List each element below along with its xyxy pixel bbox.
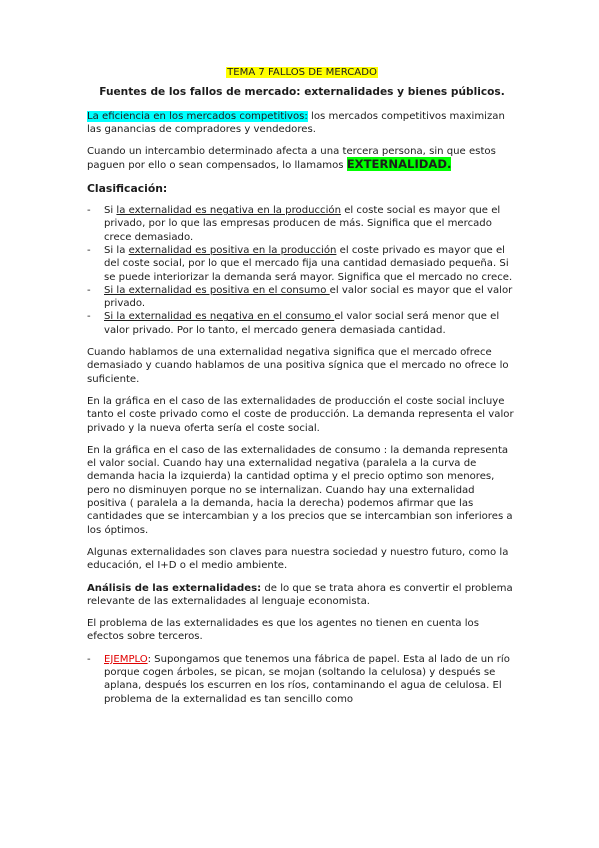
list-item	[87, 653, 517, 706]
list-item-underlined: Si la externalidad es positiva en el consumo	[104, 284, 330, 296]
list-item-underlined: externalidad es positiva en la producción	[128, 244, 337, 256]
list-item	[87, 244, 517, 284]
paragraph-grafica-consumo: En la gráfica en el caso de las externalidades de consumo : la demanda representa el valor social. Cuando hay una externalidad negativa (paralela a la curva de demanda hacia la izquierda) la cantidad optima y el precio optimo son menores, pero no disminuyen porque no se internalizan. Cuando hay una externalidad positiva ( paralela a la demanda, hacia la derecha) podemos afirmar que las cantidades que se intercambian y a los precios que se intercambian son inferiores a los óptimos.	[87, 444, 513, 536]
list-item-prefix: Si la	[104, 244, 129, 256]
list-item-underlined: Si la externalidad es negativa en el consumo	[104, 311, 335, 323]
clasificacion-list	[87, 204, 517, 337]
paragraph-externalidades-clave: Algunas externalidades son claves para nuestra sociedad y nuestro futuro, como la educación, el I+D o el medio ambiente.	[87, 546, 509, 572]
list-item	[87, 284, 517, 311]
list-item	[87, 204, 517, 244]
paragraph-grafica-produccion: En la gráfica en el caso de las externalidades de producción el coste social incluye tanto el coste privado como el coste de producción. La demanda representa el valor privado y la nueva oferta sería el coste social.	[87, 395, 514, 434]
paragraph-problema: El problema de las externalidades es que los agentes no tienen en cuenta los efectos sobre terceros.	[87, 618, 479, 643]
heading-clasificacion: Clasificación:	[87, 181, 168, 195]
paragraph-definicion	[87, 145, 517, 173]
list-item-text: el coste social es mayor que el privado, por lo que las empresas producen de más. Significa que el mercado crece demasiado.	[104, 205, 501, 243]
list-item-prefix: Si	[104, 205, 117, 217]
example-list	[87, 653, 517, 706]
highlight-eficiencia: La eficiencia en los mercados competitivos:	[87, 110, 308, 122]
paragraph-negativa-positiva: Cuando hablamos de una externalidad negativa significa que el mercado ofrece demasiado y cuando hablamos de una positiva sígnica que el mercado no ofrece lo suficiente.	[87, 347, 509, 385]
highlight-externalidad: EXTERNALIDAD.	[346, 157, 452, 172]
paragraph-definicion-text: Cuando un intercambio determinado afecta a una tercera persona, sin que estos paguen por ello o sean compensados, lo llamamos	[87, 146, 496, 172]
document-title: TEMA 7 FALLOS DE MERCADO	[227, 67, 377, 78]
analisis-heading: Análisis de las externalidades:	[87, 582, 262, 594]
title-line	[87, 66, 517, 79]
paragraph-eficiencia-text: los mercados competitivos maximizan las ganancias de compradores y vendedores.	[87, 110, 505, 135]
paragraph-analisis	[87, 582, 517, 609]
list-item-text: el coste privado es mayor que el del coste social, por lo que el mercado fija una cantidad demasiado pequeña. Si se puede interiorizar la demanda será mayor. Significa que el mercado no crece.	[104, 244, 513, 283]
list-item-text: el valor social será menor que el valor privado. Por lo tanto, el mercado genera demasiada cantidad.	[104, 311, 500, 336]
paragraph-eficiencia	[87, 110, 517, 137]
document-subtitle: Fuentes de los fallos de mercado: externalidades y bienes públicos.	[99, 86, 505, 99]
list-item	[87, 310, 517, 337]
analisis-text: de lo que se trata ahora es convertir el problema relevante de las externalidades al lenguaje economista.	[87, 582, 513, 607]
example-label: EJEMPLO	[104, 653, 148, 665]
example-text: : Supongamos que tenemos una fábrica de papel. Esta al lado de un río porque cogen árboles, se pican, se mojan (soltando la celulosa) y después se aplana, después los escurren en los ríos, contaminando el agua de celulosa. El problema de la externalidad es tan sencillo como	[104, 653, 510, 705]
list-item-underlined: la externalidad es negativa en la producción	[116, 205, 341, 217]
list-item-text: el valor social es mayor que el valor privado.	[104, 284, 513, 310]
document-page	[87, 66, 517, 715]
